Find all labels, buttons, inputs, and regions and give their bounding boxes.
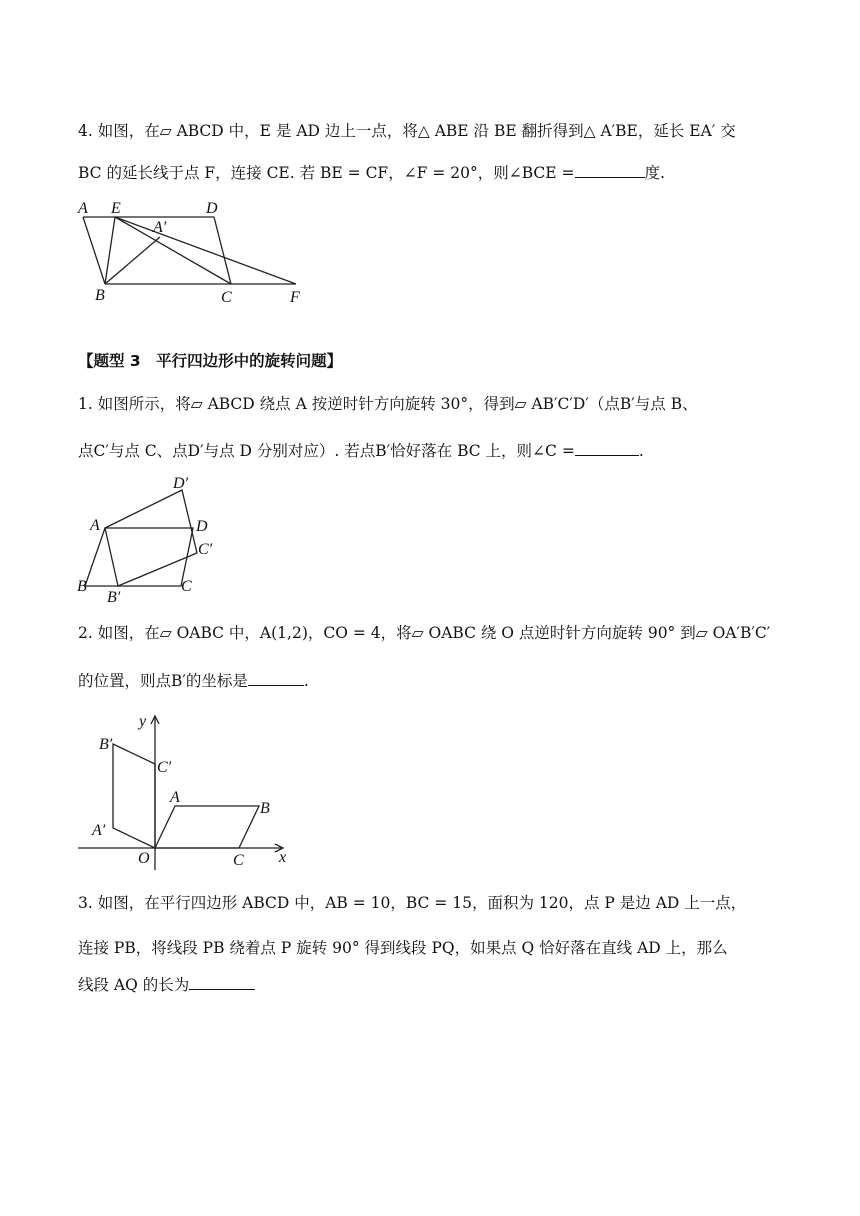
p1-label-d: D: [196, 518, 208, 535]
q4-segment-ba1: [105, 237, 160, 284]
p3-text-line1: 3. 如图，在平行四边形 ABCD 中，AB = 10，BC = 15，面积为 120，点 P 是边 AD 上一点，: [78, 894, 747, 912]
q4-segment-ab: [83, 217, 105, 284]
p1-text-line2-main: 点C′与点 C、点D′与点 D 分别对应）. 若点B′恰好落在 BC 上，则∠C =: [78, 442, 575, 460]
p1-text-line2-end: .: [638, 442, 644, 460]
p1-label-d-prime: D′: [173, 475, 189, 492]
q4-segment-ce: [115, 217, 231, 284]
q4-label-f: F: [290, 289, 300, 306]
p3-text-line2: 连接 PB，将线段 PB 绕着点 P 旋转 90° 得到线段 PQ，如果点 Q 恰好落在直线 AD 上，那么: [78, 939, 728, 957]
p1-figure: [75, 470, 235, 605]
p2-label-b: B: [260, 800, 270, 817]
p2-label-a-prime: A′: [92, 822, 106, 839]
p3-text-line3-main: 线段 AQ 的长为: [78, 976, 190, 994]
q4-segment-be: [105, 217, 115, 284]
p2-parallelogram-oabc: [155, 806, 259, 848]
p1-label-a: A: [90, 517, 100, 534]
p1-label-c-prime: C′: [198, 541, 213, 558]
p2-figure: [75, 710, 305, 870]
q4-label-d: D: [206, 200, 218, 217]
p2-label-c-prime: C′: [157, 759, 172, 776]
q4-segment-ef: [115, 217, 296, 284]
q4-label-e: E: [111, 200, 121, 217]
q4-label-a: A: [78, 200, 88, 217]
q4-label-a-prime: A′: [153, 219, 167, 236]
p2-text-line2-end: .: [303, 672, 309, 690]
q4-text-line1: 4. 如图，在▱ ABCD 中，E 是 AD 边上一点，将△ ABE 沿 BE 翻折得到△ A′BE，延长 EA′ 交: [78, 122, 736, 140]
p2-text-line2: [78, 670, 309, 692]
p2-label-y: y: [139, 713, 147, 730]
q4-figure: [70, 196, 330, 311]
p1-label-b: B: [77, 578, 87, 595]
q4-text-line2: [78, 162, 665, 184]
p2-label-a: A: [170, 789, 180, 806]
p2-text-line2-main: 的位置，则点B′的坐标是: [78, 672, 248, 690]
p2-label-x: x: [279, 849, 287, 866]
p1-parallelogram-ab1c1d1: [105, 490, 197, 586]
p1-label-c: C: [181, 578, 192, 595]
p1-text-line2: [78, 440, 644, 462]
p2-answer-blank: [248, 670, 304, 686]
p3-answer-blank: [189, 974, 255, 990]
p1-text-line1: 1. 如图所示，将▱ ABCD 绕点 A 按逆时针方向旋转 30°，得到▱ AB′C′D′（点B′与点 B、: [78, 395, 698, 413]
p2-text-line1: 2. 如图，在▱ OABC 中，A(1,2)，CO = 4，将▱ OABC 绕 O 点逆时针方向旋转 90° 到▱ OA′B′C′: [78, 624, 771, 642]
q4-label-c: C: [221, 289, 232, 306]
p2-label-c: C: [233, 852, 244, 869]
p2-label-b-prime: B′: [99, 736, 113, 753]
q4-label-b: B: [95, 287, 105, 304]
p1-answer-blank: [575, 440, 639, 456]
q4-text-line2-end: 度.: [644, 164, 665, 182]
section-heading: 【题型 3 平行四边形中的旋转问题】: [78, 352, 343, 370]
q4-text-line2-main: BC 的延长线于点 F，连接 CE. 若 BE = CF，∠F = 20°，则∠BCE =: [78, 164, 575, 182]
q4-segment-dc: [214, 217, 231, 284]
p2-label-o: O: [138, 850, 150, 867]
p2-parallelogram-oa1b1c1: [113, 744, 155, 848]
p1-label-b-prime: B′: [107, 589, 121, 606]
p3-text-line3: [78, 974, 255, 996]
q4-answer-blank: [575, 162, 645, 178]
